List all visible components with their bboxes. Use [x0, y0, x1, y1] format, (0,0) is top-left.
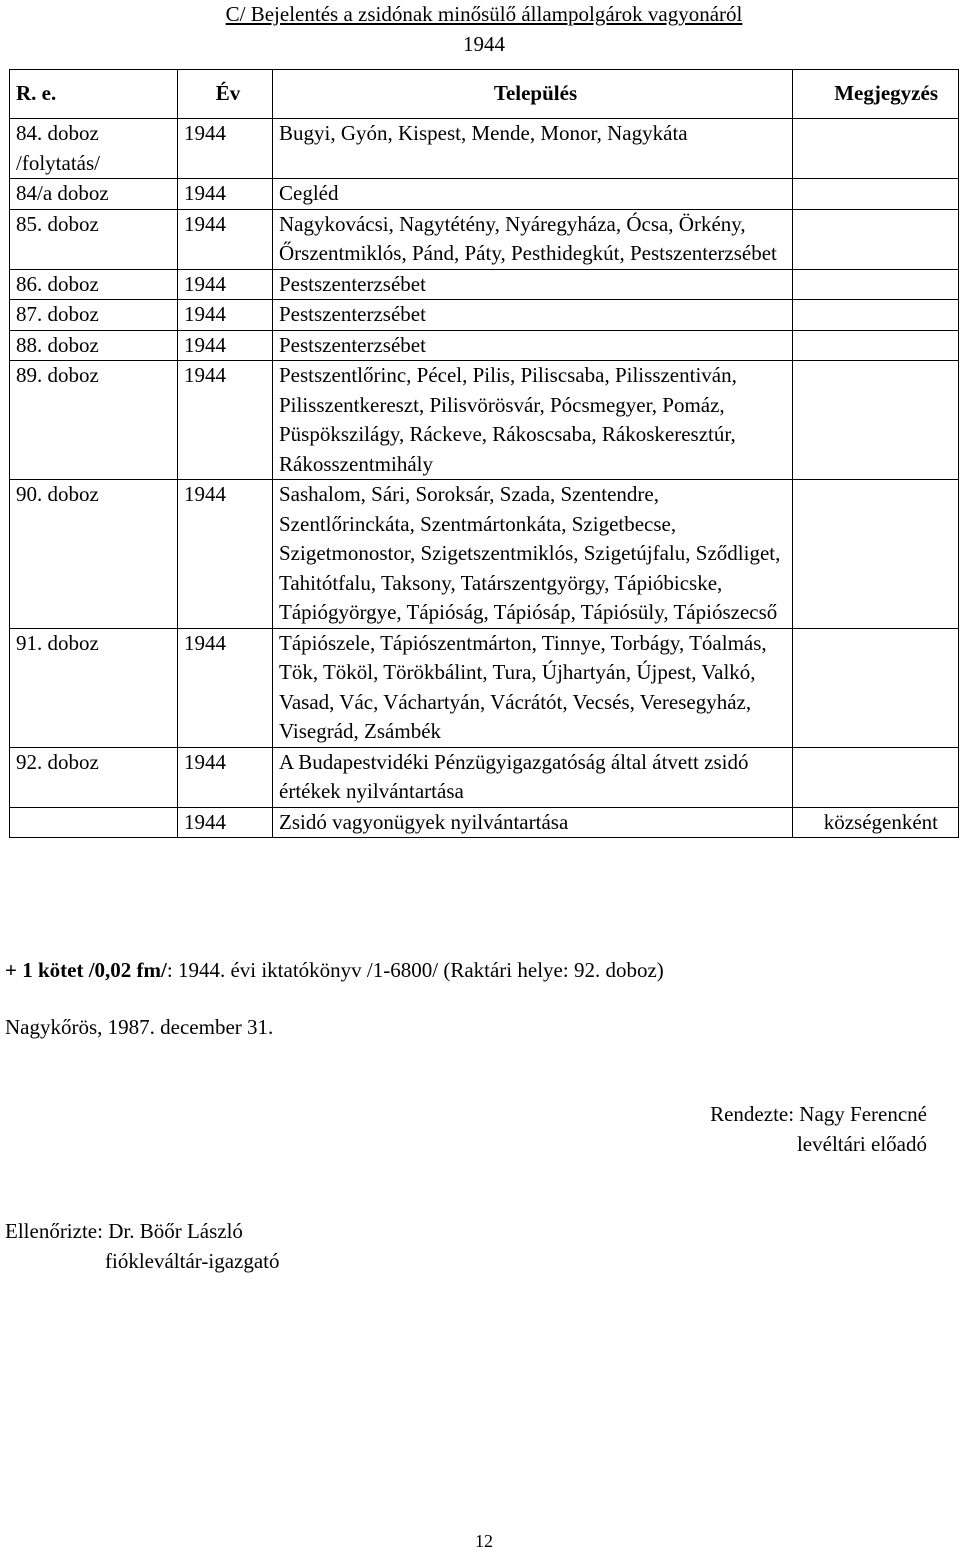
cell-place: Nagykovácsi, Nagytétény, Nyáregyháza, Ócsa, Örkény, Őrszentmiklós, Pánd, Páty, Pesthidegkút, Pestszenterzsébet: [273, 209, 793, 269]
arranged-by-title: levéltári előadó: [796, 1131, 927, 1156]
cell-place: Zsidó vagyonügyek nyilvántartása: [273, 807, 793, 838]
cell-year: 1944: [178, 179, 273, 210]
cell-note: [793, 330, 959, 361]
cell-place: Sashalom, Sári, Soroksár, Szada, Szentendre, Szentlőrinckáta, Szentmártonkáta, Szigetbecse, Szigetmonostor, Szigetszentmiklós, Szigetújfalu, Sződliget, Tahitótfalu, Taksony, Tatárszentgyörgy, Tápióbicske, Tápiógyörgye, Tápióság, Tápiósáp, Tápiósüly, Tápiószecső: [273, 480, 793, 629]
cell-re: 84/a doboz: [10, 179, 178, 210]
cell-re: 85. doboz: [10, 209, 178, 269]
cell-re: 90. doboz: [10, 480, 178, 629]
header-year: Év: [178, 70, 273, 119]
table-row: [10, 628, 959, 747]
table-row: [10, 361, 959, 480]
cell-place: Cegléd: [273, 179, 793, 210]
cell-re: [10, 807, 178, 838]
cell-note: [793, 361, 959, 480]
cell-year: 1944: [178, 269, 273, 300]
checked-by: [5, 1217, 280, 1276]
header-place: Település: [273, 70, 793, 119]
cell-year: 1944: [178, 330, 273, 361]
table-row: [10, 330, 959, 361]
cell-year: 1944: [178, 628, 273, 747]
cell-place: Bugyi, Gyón, Kispest, Mende, Monor, Nagykáta: [273, 119, 793, 179]
cell-re: 89. doboz: [10, 361, 178, 480]
cell-re: 88. doboz: [10, 330, 178, 361]
cell-note: [793, 209, 959, 269]
cell-place: A Budapestvidéki Pénzügyigazgatóság által átvett zsidó értékek nyilvántartása: [273, 747, 793, 807]
cell-place: Pestszenterzsébet: [273, 300, 793, 331]
cell-re: 87. doboz: [10, 300, 178, 331]
cell-year: 1944: [178, 300, 273, 331]
cell-year: 1944: [178, 361, 273, 480]
table-row: [10, 209, 959, 269]
cell-year: 1944: [178, 807, 273, 838]
arranged-by-name: Rendezte: Nagy Ferencné: [710, 1102, 927, 1126]
checked-by-title: fiókleváltár-igazgató: [105, 1248, 280, 1273]
title-year: 1944: [463, 31, 505, 56]
header-re: R. e.: [10, 70, 178, 119]
title-line-1: C/ Bejelentés a zsidónak minősülő állampolgárok vagyonáról: [225, 2, 743, 26]
cell-note: [793, 300, 959, 331]
cell-year: 1944: [178, 747, 273, 807]
cell-place: Pestszenterzsébet: [273, 269, 793, 300]
cell-note: [793, 747, 959, 807]
extra-volume-bold: + 1 kötet /0,02 fm/: [5, 958, 167, 982]
cell-note: [793, 480, 959, 629]
page-number: 12: [475, 1531, 493, 1551]
cell-year: 1944: [178, 119, 273, 179]
cell-note: [793, 269, 959, 300]
cell-year: 1944: [178, 480, 273, 629]
table-row: [10, 119, 959, 179]
table-row: [10, 747, 959, 807]
extra-volume-note: [5, 956, 664, 986]
cell-year: 1944: [178, 209, 273, 269]
table-header-row: [10, 70, 959, 119]
table-row: [10, 300, 959, 331]
table-row: [10, 269, 959, 300]
table-row: [10, 807, 959, 838]
cell-note: [793, 119, 959, 179]
cell-note: községenként: [793, 807, 959, 838]
cell-re: 92. doboz: [10, 747, 178, 807]
cell-note: [793, 628, 959, 747]
cell-place: Pestszentlőrinc, Pécel, Pilis, Piliscsaba, Pilisszentiván, Pilisszentkereszt, Pilisvörösvár, Pócsmegyer, Pomáz, Püspökszilágy, Ráckeve, Rákoscsaba, Rákoskeresztúr, Rákosszentmihály: [273, 361, 793, 480]
cell-re: 91. doboz: [10, 628, 178, 747]
table-row: [10, 179, 959, 210]
cell-note: [793, 179, 959, 210]
table-row: [10, 480, 959, 629]
checked-by-name: Ellenőrizte: Dr. Böőr László: [5, 1219, 243, 1243]
place-date: Nagykőrös, 1987. december 31.: [5, 1015, 274, 1039]
cell-place: Pestszenterzsébet: [273, 330, 793, 361]
header-note: Megjegyzés: [793, 70, 959, 119]
cell-re: 86. doboz: [10, 269, 178, 300]
arranged-by: [710, 1100, 927, 1159]
cell-re: 84. doboz /folytatás/: [10, 119, 178, 179]
inventory-table: [9, 69, 959, 838]
cell-place: Tápiószele, Tápiószentmárton, Tinnye, Torbágy, Tóalmás, Tök, Tököl, Törökbálint, Tura, Újhartyán, Újpest, Valkó, Vasad, Vác, Váchartyán, Vácrátót, Vecsés, Veresegyház, Visegrád, Zsámbék: [273, 628, 793, 747]
extra-volume-rest: : 1944. évi iktatókönyv /1-6800/ (Raktári helye: 92. doboz): [166, 958, 664, 982]
document-title: [0, 0, 960, 59]
